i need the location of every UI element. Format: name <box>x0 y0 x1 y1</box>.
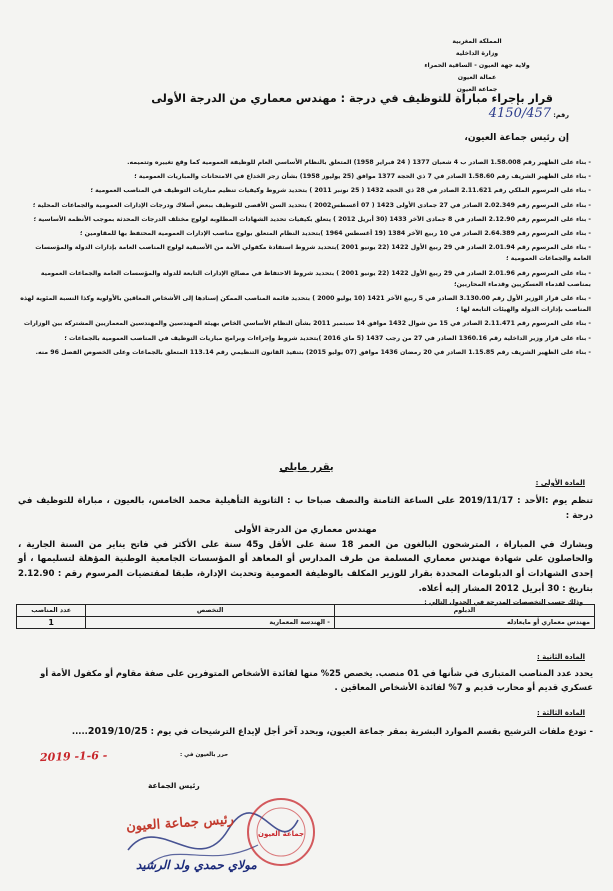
preamble-item: - بناء على الظهير الشريف رقم 1.15.85 الصادر في 20 رمضان 1436 موافق (07 يوليو 2015) بتنفيذ القانون التنظيمي رقم 113.14 المتعلق بالجماعات وعلى الخصوص الفصل 96 منه. <box>35 348 591 356</box>
letterhead <box>387 36 567 96</box>
done-at-label: حرر بالعيون في : <box>180 752 229 758</box>
deadline-date: 2019/10/25 <box>87 726 148 737</box>
deadline-dots: ..... <box>71 726 88 736</box>
letterhead-region: ولاية جهة العيون - الساقية الحمراء <box>424 62 530 69</box>
president-label: رئيس الجماعة <box>148 781 200 790</box>
preamble-list <box>20 157 591 361</box>
preamble-item: - بناء على قرار الوزير الأول رقم 3.130.00 الصادر في 5 ربيع الآخر 1421 (10 يوليو 2000 ) بتحديد قائمة المناصب الممكن إسنادها إلى الأشخاص المعاقين بالأولوية وكذا النسبة المئوية لهذه المناصب بإدارات الدولة والهيئات التابعة لها ؛ <box>20 295 591 314</box>
article-1-line1: تنظم يوم :الأحد : 2019/11/17 على الساعة الثامنة والنصف صباحا ب : الثانوية التأهيلية محمد الخامس، بالعيون ، مباراة للتوظيف في درجة : <box>18 496 593 521</box>
column-header-specialty: التخصص <box>86 605 335 617</box>
specialties-table <box>16 604 595 629</box>
article-1-conditions: ويشارك في المباراة ، المترشحون البالغون من العمر 18 سنة على الأقل و45 سنة على الأكثر في فاتح يناير من السنة الجارية ، والحاصلون على شهادة مهندس معماري المسلمة من طرف المدارس أو المعاهد أو المؤسسات الجامعية الوطنية المؤهلة لتسليمها ، أو إحدى الشهادات أو الدبلومات المحددة بقرار للوزير المكلف بالوظيفة العمومية وتحديث الإدارة، طبقا لمقتضيات المرسوم رقم : 2.12.90 بتاريخ : 30 أبريل 2012 المشار إليه أعلاه. <box>18 539 593 594</box>
letterhead-prefecture: عمالة العيون <box>457 74 497 81</box>
reference-label: رقم: <box>553 111 569 119</box>
article-3-text <box>18 724 593 739</box>
article-2-body <box>18 666 593 694</box>
column-header-posts: عدد المناصب <box>17 605 86 617</box>
article-3-heading <box>537 709 585 717</box>
reference-line <box>489 106 569 121</box>
preamble-item: - بناء على المرسوم رقم 2.11.471 الصادر في 15 من شوال 1432 موافق 14 سبتمبر 2011 بشأن النظام الأساسي الخاص بهيئة المهندسين والمهندسين المعماريين المشتركة بين الوزارات <box>23 320 591 328</box>
preamble-item: - بناء على المرسوم رقم 2.01.96 الصادر في 29 ربيع الأول 1422 (22 يونيو 2001 ) بتحديد شروط الاحتفاظ في مصالح الإدارات التابعة للدولة والمؤسسات العامة والجماعات العمومية بمناصب لقدماء العسكريين وقدماء المحاربين؛ <box>40 269 591 288</box>
article-3-body <box>18 724 593 739</box>
table-header-row <box>17 605 595 617</box>
column-header-diploma: الدبلوم <box>334 605 594 617</box>
article-1-grade: مهندس معماري من الدرجة الأولى <box>234 525 377 536</box>
letterhead-ministry: وزارة الداخلية <box>455 50 499 57</box>
article-2-heading-text: المادة الثانية : <box>537 653 585 661</box>
article-1-heading-text: المادة الأولى : <box>535 479 585 487</box>
president-seal-text: رئيس جماعة العيون <box>125 812 235 835</box>
preamble-item: - بناء على المرسوم رقم 2.01.94 الصادر في 29 ربيع الأول 1422 (22 يونيو 2001 )بتحديد شروط استفادة مكفولي الأمة من الأسبقية لولوج المناصب العامة بإدارات الدولة والمؤسسات العامة والجماعات العمومية ؛ <box>35 244 591 263</box>
addressee: إن رئيس جماعة العيون، <box>464 133 569 143</box>
decides-heading: يقرر مايلي <box>279 462 334 473</box>
table-row <box>17 617 595 629</box>
letterhead-commune: جماعة العيون <box>456 86 498 93</box>
cell-diploma: مهندس معماري أو مايعادله <box>334 617 594 629</box>
preamble-item: - بناء على المرسوم رقم 2.12.90 الصادر في 8 جمادى الآخر 1433 (30 أبريل 2012 ) يتعلق بكيفيات تحديد الشهادات المطلوبة لولوج مختلف الدرجات المحدثة بموجب الأنظمة الأساسية ؛ <box>33 215 591 223</box>
preamble-item: - بناء على المرسوم رقم 2.02.349 الصادر في 27 جمادى الأولى 1423 ( 07 أغسطس2002 ) بتحديد السن الأقصى للتوظيف ببعض أسلاك ودرجات الإدارات العمومية والجماعات المحلية ؛ <box>32 201 591 209</box>
article-2-heading <box>537 653 585 661</box>
cell-posts: 1 <box>17 617 86 629</box>
preamble-item: - بناء على الظهير رقم 1.58.008 الصادر ب 4 شعبان 1377 ( 24 فبراير 1958) المتعلق بالنظام الأساسي العام للوظيفة العمومية كما وقع تغييره وتتميمه. <box>127 159 591 166</box>
letterhead-kingdom: المملكة المغربية <box>452 38 502 45</box>
preamble-item: - بناء على قرار وزير الداخلية رقم 1360.16 الصادر في 27 من رجب 1437 (5 ماي 2016 )بتحديد شروط وإجراءات وبرامج مباريات التوظيف في المناصب العمومية بالجماعات ؛ <box>64 334 591 342</box>
decision-title: قرار بإجراء مباراة للتوظيف في درجة : مهندس معماري من الدرجة الأولى <box>151 92 553 105</box>
article-1-heading <box>536 479 585 487</box>
article-2-text: يحدد عدد المناصب المتبارى في شأنها في 01 منصب. يخصص 25% منها لفائدة الأشخاص المتوفرين على صفة مقاوم أو مكفول الأمة أو عسكري قديم أو محارب قديم و 7% لفائدة الأشخاص المعاقين . <box>40 668 593 692</box>
article-1-body <box>18 494 593 596</box>
date-stamp: 2019 -1-6 - <box>39 748 108 765</box>
table-caption: وذلك حسب التخصصات المدرجة في الجدول التالي : <box>424 599 583 606</box>
round-seal-text: جماعة العيون <box>257 830 305 838</box>
signer-name: مولاي حمدي ولد الرشيد <box>136 858 257 872</box>
reference-number: 4150/457 <box>488 106 552 121</box>
preamble-item: - بناء على المرسوم الملكي رقم 2.11.621 الصادر في 28 ذي الحجة 1432 ( 25 نونبر 2011 ) بتحديد شروط وكيفيات تنظيم مباريات التوظيف في المناصب العمومية ؛ <box>90 187 591 195</box>
article-3-heading-text: المادة الثالثة : <box>537 709 585 717</box>
article-3-sentence: - تودع ملفات الترشيح بقسم الموارد البشرية بمقر جماعة العيون، ويحدد آخر أجل لإيداع الترشيحات في يوم : <box>150 726 593 736</box>
preamble-item: - بناء على الظهير الشريف رقم 1.58.60 الصادر في 7 ذي الحجة 1377 موافق (25 يوليوز 1958) بشأن زجر الخداع في الامتحانات والمباريات العمومية ؛ <box>134 173 591 181</box>
preamble-item: - بناء على المرسوم رقم 2.64.389 الصادر في 10 ربيع الآخر 1384 (19 أغسطس 1964 )بتحديد النظام المتعلق بولوج مناصب الإدارات العمومية المحتفظ بها للمقاومين ؛ <box>80 230 591 238</box>
cell-specialty: - الهندسة المعمارية <box>86 617 335 629</box>
